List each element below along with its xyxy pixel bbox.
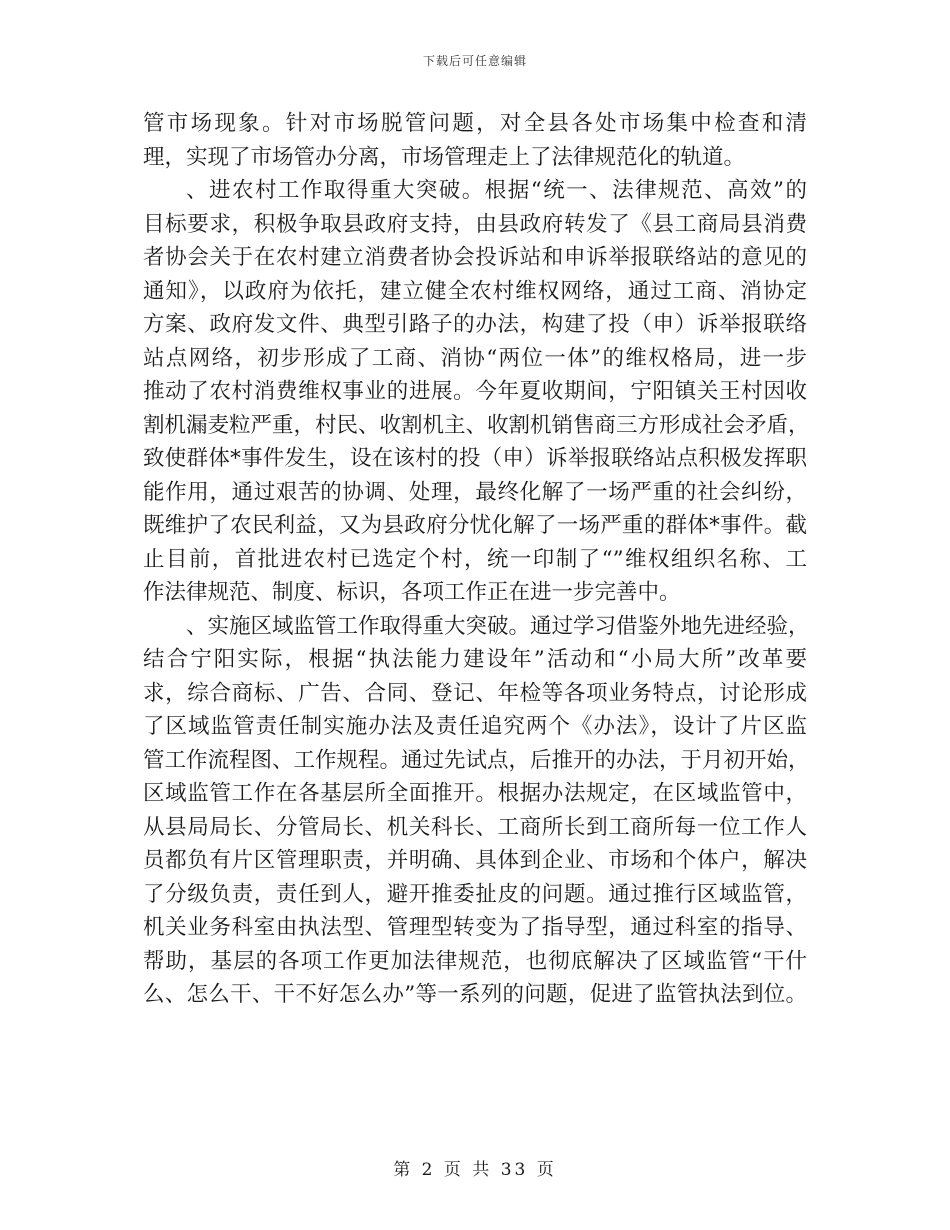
text-line: 站点网络，初步形成了工商、消协“两位一体”的维权格局，进一步 — [143, 345, 807, 371]
text-line: 了分级负责，责任到人，避开推委扯皮的问题。通过推行区域监管， — [143, 881, 807, 907]
text-line: 机关业务科室由执法型、管理型转变为了指导型，通过科室的指导、 — [143, 915, 807, 940]
text-line: 能作用，通过艰苦的协调、处理，最终化解了一场严重的社会纠纷， — [143, 479, 807, 505]
text-line: 理，实现了市场管办分离，市场管理走上了法律规范化的轨道。 — [143, 144, 746, 170]
text-line: 推动了农村消费维权事业的进展。今年夏收期间，宁阳镇关王村因收 — [143, 379, 807, 404]
text-line: 作法律规范、制度、标识，各项工作正在进一步完善中。 — [143, 580, 681, 605]
text-line: 管工作流程图、工作规程。通过先试点，后推开的办法，于月初开始， — [143, 747, 810, 773]
text-line: 、实施区域监管工作取得重大突破。通过学习借鉴外地先进经验， — [186, 613, 810, 639]
text-line: 致使群体*事件发生，设在该村的投（申）诉举报联络站点积极发挥职 — [143, 446, 807, 471]
text-line: 割机漏麦粒严重，村民、收割机主、收割机销售商三方形成社会矛盾， — [143, 412, 810, 438]
text-line: 管市场现象。针对市场脱管问题，对全县各处市场集中检查和清 — [143, 111, 807, 136]
text-line: 目标要求，积极争取县政府支持，由县政府转发了《县工商局县消费 — [143, 211, 807, 237]
text-line: 了区域监管责任制实施办法及责任追究两个《办法》，设计了片区监 — [143, 714, 807, 739]
text-line: 止目前，首批进农村已选定个村，统一印制了“”维权组织名称、工 — [143, 546, 807, 572]
text-line: 从县局局长、分管局长、机关科长、工商所长到工商所每一位工作人 — [143, 814, 807, 840]
text-line: 者协会关于在农村建立消费者协会投诉站和申诉举报联络站的意见的 — [143, 245, 807, 270]
text-line: 员都负有片区管理职责，并明确、具体到企业、市场和个体户，解决 — [143, 848, 807, 873]
text-line: 、进农村工作取得重大突破。根据“统一、法律规范、高效”的 — [186, 178, 807, 203]
text-line: 帮助，基层的各项工作更加法律规范，也彻底解决了区域监管“干什 — [143, 948, 807, 974]
text-line: 么、怎么干、干不好怎么办”等一系列的问题，促进了监管执法到位。 — [143, 982, 807, 1007]
text-line: 方案、政府发文件、典型引路子的办法，构建了投（申）诉举报联络 — [143, 312, 807, 337]
page-header: 下载后可任意编辑 — [422, 54, 527, 68]
text-line: 区域监管工作在各基层所全面推开。根据办法规定，在区域监管中， — [143, 781, 807, 806]
text-line: 通知》，以政府为依托，建立健全农村维权网络，通过工商、消协定 — [143, 278, 807, 304]
body-text — [143, 107, 810, 1012]
text-line: 既维护了农民利益，又为县政府分忧化解了一场严重的群体*事件。截 — [143, 513, 807, 538]
page-footer: 第 2 页 共 33 页 — [393, 1160, 557, 1180]
text-line: 求，综合商标、广告、合同、登记、年检等各项业务特点，讨论形成 — [143, 680, 807, 706]
text-line: 结合宁阳实际，根据“执法能力建设年”活动和“小局大所”改革要 — [143, 647, 807, 672]
